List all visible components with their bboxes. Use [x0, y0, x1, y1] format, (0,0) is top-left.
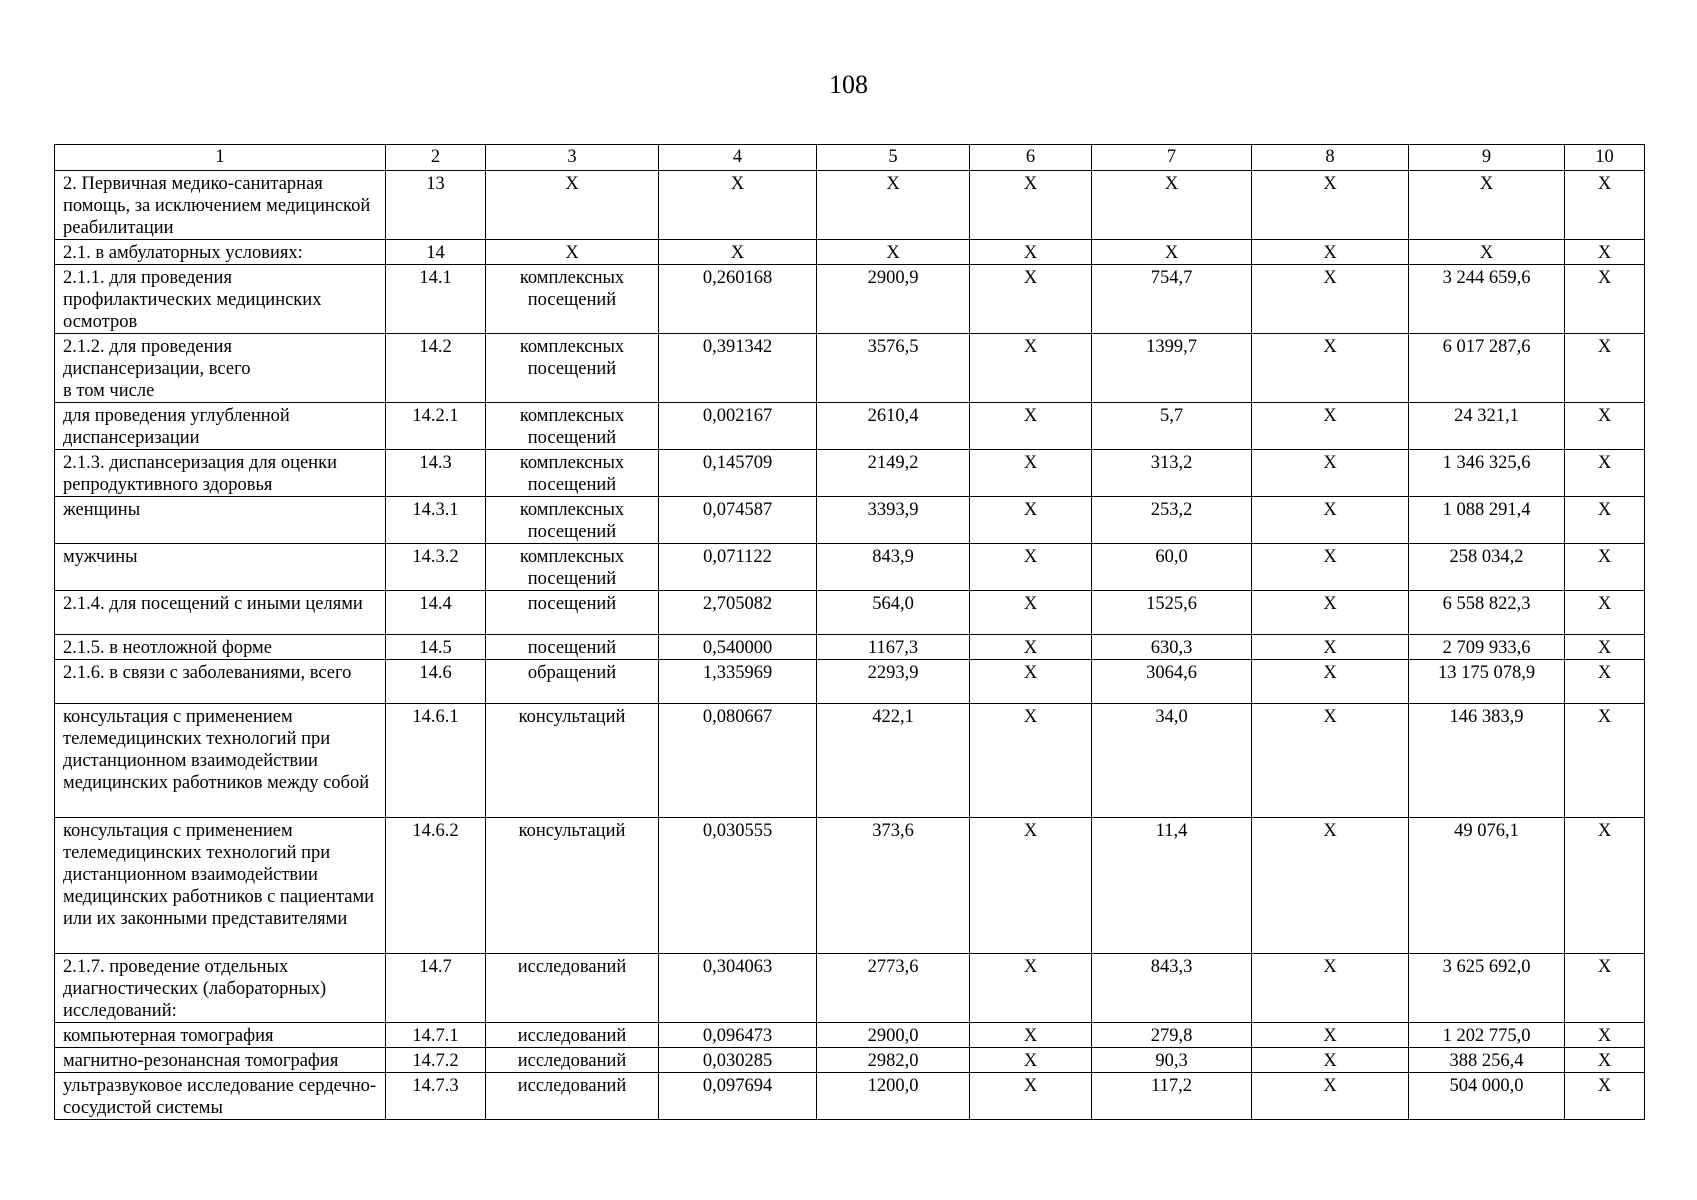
table-cell: Х: [1252, 403, 1409, 450]
data-table: [54, 144, 1645, 1120]
table-cell: Х: [970, 635, 1092, 660]
table-cell: 146 383,9: [1409, 704, 1565, 818]
table-cell: 14.7.2: [386, 1048, 486, 1073]
table-cell: 14.7.1: [386, 1023, 486, 1048]
table-cell: 2610,4: [817, 403, 970, 450]
table-cell: 564,0: [817, 591, 970, 635]
column-header: 3: [486, 145, 659, 171]
table-row: [55, 954, 1645, 1023]
table-cell: Х: [1565, 1023, 1645, 1048]
table-cell: Х: [1565, 240, 1645, 265]
table-cell: консультаций: [486, 818, 659, 954]
table-cell: Х: [970, 450, 1092, 497]
table-cell: Х: [1565, 591, 1645, 635]
table-cell: Х: [1252, 450, 1409, 497]
table-cell: Х: [1565, 1048, 1645, 1073]
table-cell: 2149,2: [817, 450, 970, 497]
table-cell: 0,071122: [659, 544, 817, 591]
table-row: [55, 1023, 1645, 1048]
column-header: 4: [659, 145, 817, 171]
table-cell: 3 244 659,6: [1409, 265, 1565, 334]
row-label-cell: 2.1.2. для проведения диспансеризации, всего в том числе: [55, 334, 386, 403]
table-cell: 0,097694: [659, 1073, 817, 1120]
table-row: [55, 450, 1645, 497]
table-row: [55, 265, 1645, 334]
table-cell: Х: [1252, 334, 1409, 403]
table-row: [55, 591, 1645, 635]
table-cell: 2900,0: [817, 1023, 970, 1048]
table-cell: 422,1: [817, 704, 970, 818]
table-cell: Х: [970, 403, 1092, 450]
table-cell: 14.3.1: [386, 497, 486, 544]
table-cell: 14.2.1: [386, 403, 486, 450]
table-cell: 1 202 775,0: [1409, 1023, 1565, 1048]
table-cell: Х: [1565, 954, 1645, 1023]
table-cell: Х: [1409, 240, 1565, 265]
table-cell: 3064,6: [1092, 660, 1252, 704]
column-header: 9: [1409, 145, 1565, 171]
table-row: [55, 1073, 1645, 1120]
table-cell: Х: [970, 334, 1092, 403]
table-cell: 6 017 287,6: [1409, 334, 1565, 403]
row-label-cell: 2. Первичная медико-санитарная помощь, за исключением медицинской реабилитации: [55, 171, 386, 240]
row-label-cell: для проведения углубленной диспансеризации: [55, 403, 386, 450]
table-cell: 0,540000: [659, 635, 817, 660]
table-cell: 1525,6: [1092, 591, 1252, 635]
table-cell: комплексных посещений: [486, 334, 659, 403]
row-label-cell: компьютерная томография: [55, 1023, 386, 1048]
table-cell: Х: [1092, 171, 1252, 240]
table-cell: Х: [817, 171, 970, 240]
table-cell: 14.2: [386, 334, 486, 403]
table-cell: 24 321,1: [1409, 403, 1565, 450]
table-cell: Х: [1252, 591, 1409, 635]
table-row: [55, 240, 1645, 265]
column-header: 6: [970, 145, 1092, 171]
table-row: [55, 403, 1645, 450]
table-cell: Х: [970, 818, 1092, 954]
column-header: 2: [386, 145, 486, 171]
table-cell: 843,9: [817, 544, 970, 591]
table-row: [55, 660, 1645, 704]
table-cell: исследований: [486, 1023, 659, 1048]
table-cell: 2982,0: [817, 1048, 970, 1073]
table-cell: 14.6: [386, 660, 486, 704]
table-cell: 0,391342: [659, 334, 817, 403]
table-cell: 34,0: [1092, 704, 1252, 818]
row-label-cell: 2.1.3. диспансеризация для оценки репродуктивного здоровья: [55, 450, 386, 497]
table-row: [55, 334, 1645, 403]
table-cell: Х: [970, 240, 1092, 265]
table-cell: 0,304063: [659, 954, 817, 1023]
table-cell: 14.3.2: [386, 544, 486, 591]
table-cell: 1 088 291,4: [1409, 497, 1565, 544]
table-cell: 14.1: [386, 265, 486, 334]
table-cell: 11,4: [1092, 818, 1252, 954]
table-cell: 754,7: [1092, 265, 1252, 334]
table-cell: Х: [1252, 635, 1409, 660]
table-cell: 14.6.2: [386, 818, 486, 954]
table-cell: Х: [1565, 544, 1645, 591]
table-cell: обращений: [486, 660, 659, 704]
column-header: 1: [55, 145, 386, 171]
table-cell: Х: [970, 497, 1092, 544]
table-cell: Х: [970, 265, 1092, 334]
table-cell: 6 558 822,3: [1409, 591, 1565, 635]
table-cell: 5,7: [1092, 403, 1252, 450]
table-cell: Х: [1252, 497, 1409, 544]
table-cell: 14.4: [386, 591, 486, 635]
table-cell: Х: [970, 954, 1092, 1023]
table-cell: Х: [1565, 704, 1645, 818]
row-label-cell: 2.1.5. в неотложной форме: [55, 635, 386, 660]
table-cell: Х: [1565, 818, 1645, 954]
table-cell: 14.6.1: [386, 704, 486, 818]
table-cell: Х: [1092, 240, 1252, 265]
table-cell: Х: [1565, 334, 1645, 403]
table-cell: 14: [386, 240, 486, 265]
table-cell: Х: [1565, 635, 1645, 660]
table-cell: Х: [1252, 1073, 1409, 1120]
table-cell: 388 256,4: [1409, 1048, 1565, 1073]
table-cell: 13 175 078,9: [1409, 660, 1565, 704]
table-cell: 373,6: [817, 818, 970, 954]
table-cell: Х: [659, 171, 817, 240]
table-cell: 13: [386, 171, 486, 240]
table-cell: Х: [1252, 704, 1409, 818]
table-cell: Х: [970, 704, 1092, 818]
column-header: 7: [1092, 145, 1252, 171]
row-label-cell: 2.1. в амбулаторных условиях:: [55, 240, 386, 265]
table-cell: комплексных посещений: [486, 403, 659, 450]
table-row: [55, 635, 1645, 660]
row-label-cell: мужчины: [55, 544, 386, 591]
table-cell: 14.3: [386, 450, 486, 497]
table-cell: 2,705082: [659, 591, 817, 635]
table-cell: 1 346 325,6: [1409, 450, 1565, 497]
table-cell: 2293,9: [817, 660, 970, 704]
table-cell: 0,030285: [659, 1048, 817, 1073]
table-cell: посещений: [486, 635, 659, 660]
table-cell: 0,030555: [659, 818, 817, 954]
table-cell: 630,3: [1092, 635, 1252, 660]
table-cell: 14.7.3: [386, 1073, 486, 1120]
page-number: 108: [829, 70, 868, 99]
table-cell: исследований: [486, 954, 659, 1023]
table-cell: 1399,7: [1092, 334, 1252, 403]
table-cell: Х: [1409, 171, 1565, 240]
table-cell: Х: [1565, 171, 1645, 240]
table-cell: 49 076,1: [1409, 818, 1565, 954]
table-cell: 1,335969: [659, 660, 817, 704]
table-cell: 90,3: [1092, 1048, 1252, 1073]
table-cell: 14.5: [386, 635, 486, 660]
row-label-cell: 2.1.6. в связи с заболеваниями, всего: [55, 660, 386, 704]
table-cell: Х: [1252, 240, 1409, 265]
table-cell: Х: [1252, 954, 1409, 1023]
column-header: 10: [1565, 145, 1645, 171]
table-cell: 1200,0: [817, 1073, 970, 1120]
table-cell: комплексных посещений: [486, 265, 659, 334]
table-cell: 0,080667: [659, 704, 817, 818]
table-cell: 253,2: [1092, 497, 1252, 544]
table-cell: Х: [1252, 1023, 1409, 1048]
table-cell: Х: [970, 1048, 1092, 1073]
table-cell: Х: [1252, 544, 1409, 591]
table-cell: 2773,6: [817, 954, 970, 1023]
table-cell: Х: [970, 544, 1092, 591]
table-cell: Х: [1565, 265, 1645, 334]
table-cell: Х: [486, 240, 659, 265]
table-cell: 3393,9: [817, 497, 970, 544]
table-cell: Х: [1565, 660, 1645, 704]
table-cell: 279,8: [1092, 1023, 1252, 1048]
table-cell: 313,2: [1092, 450, 1252, 497]
row-label-cell: 2.1.4. для посещений с иными целями: [55, 591, 386, 635]
table-cell: Х: [1565, 450, 1645, 497]
table-cell: 0,002167: [659, 403, 817, 450]
table-cell: Х: [1565, 1073, 1645, 1120]
table-row: [55, 544, 1645, 591]
row-label-cell: женщины: [55, 497, 386, 544]
table-cell: Х: [970, 1023, 1092, 1048]
table-row: [55, 704, 1645, 818]
table-cell: Х: [817, 240, 970, 265]
row-label-cell: консультация с применением телемедицинских технологий при дистанционном взаимодействии медицинских работников между собой: [55, 704, 386, 818]
table-cell: 258 034,2: [1409, 544, 1565, 591]
table-cell: Х: [970, 171, 1092, 240]
row-label-cell: 2.1.1. для проведения профилактических медицинских осмотров: [55, 265, 386, 334]
table-cell: 0,145709: [659, 450, 817, 497]
table-body: [55, 171, 1645, 1120]
table-cell: Х: [1565, 403, 1645, 450]
table-cell: комплексных посещений: [486, 497, 659, 544]
table-row: [55, 818, 1645, 954]
table-cell: исследований: [486, 1048, 659, 1073]
table-cell: 117,2: [1092, 1073, 1252, 1120]
column-header: 5: [817, 145, 970, 171]
row-label-cell: магнитно-резонансная томография: [55, 1048, 386, 1073]
row-label-cell: консультация с применением телемедицинских технологий при дистанционном взаимодействии медицинских работников с пациентами или их законными представителями: [55, 818, 386, 954]
table-cell: Х: [659, 240, 817, 265]
table-cell: Х: [1252, 660, 1409, 704]
table-cell: 2 709 933,6: [1409, 635, 1565, 660]
table-cell: 3576,5: [817, 334, 970, 403]
row-label-cell: ультразвуковое исследование сердечно-сосудистой системы: [55, 1073, 386, 1120]
table-row: [55, 497, 1645, 544]
table-cell: комплексных посещений: [486, 544, 659, 591]
table-row: [55, 1048, 1645, 1073]
table-cell: Х: [1565, 497, 1645, 544]
table-cell: 0,260168: [659, 265, 817, 334]
table-cell: посещений: [486, 591, 659, 635]
table-row: [55, 171, 1645, 240]
table-cell: 0,074587: [659, 497, 817, 544]
table-cell: консультаций: [486, 704, 659, 818]
table-cell: Х: [1252, 171, 1409, 240]
table-cell: 504 000,0: [1409, 1073, 1565, 1120]
table-cell: комплексных посещений: [486, 450, 659, 497]
header-row: [55, 145, 1645, 171]
table-cell: Х: [1252, 265, 1409, 334]
table-cell: 14.7: [386, 954, 486, 1023]
table-cell: 843,3: [1092, 954, 1252, 1023]
table-cell: Х: [1252, 1048, 1409, 1073]
table-cell: Х: [970, 660, 1092, 704]
table-cell: Х: [970, 591, 1092, 635]
row-label-cell: 2.1.7. проведение отдельных диагностических (лабораторных) исследований:: [55, 954, 386, 1023]
table-cell: 3 625 692,0: [1409, 954, 1565, 1023]
table-cell: 60,0: [1092, 544, 1252, 591]
table-cell: 1167,3: [817, 635, 970, 660]
table-cell: Х: [970, 1073, 1092, 1120]
table-cell: Х: [486, 171, 659, 240]
table-cell: Х: [1252, 818, 1409, 954]
column-header: 8: [1252, 145, 1409, 171]
table-cell: 2900,9: [817, 265, 970, 334]
table-cell: 0,096473: [659, 1023, 817, 1048]
table-cell: исследований: [486, 1073, 659, 1120]
